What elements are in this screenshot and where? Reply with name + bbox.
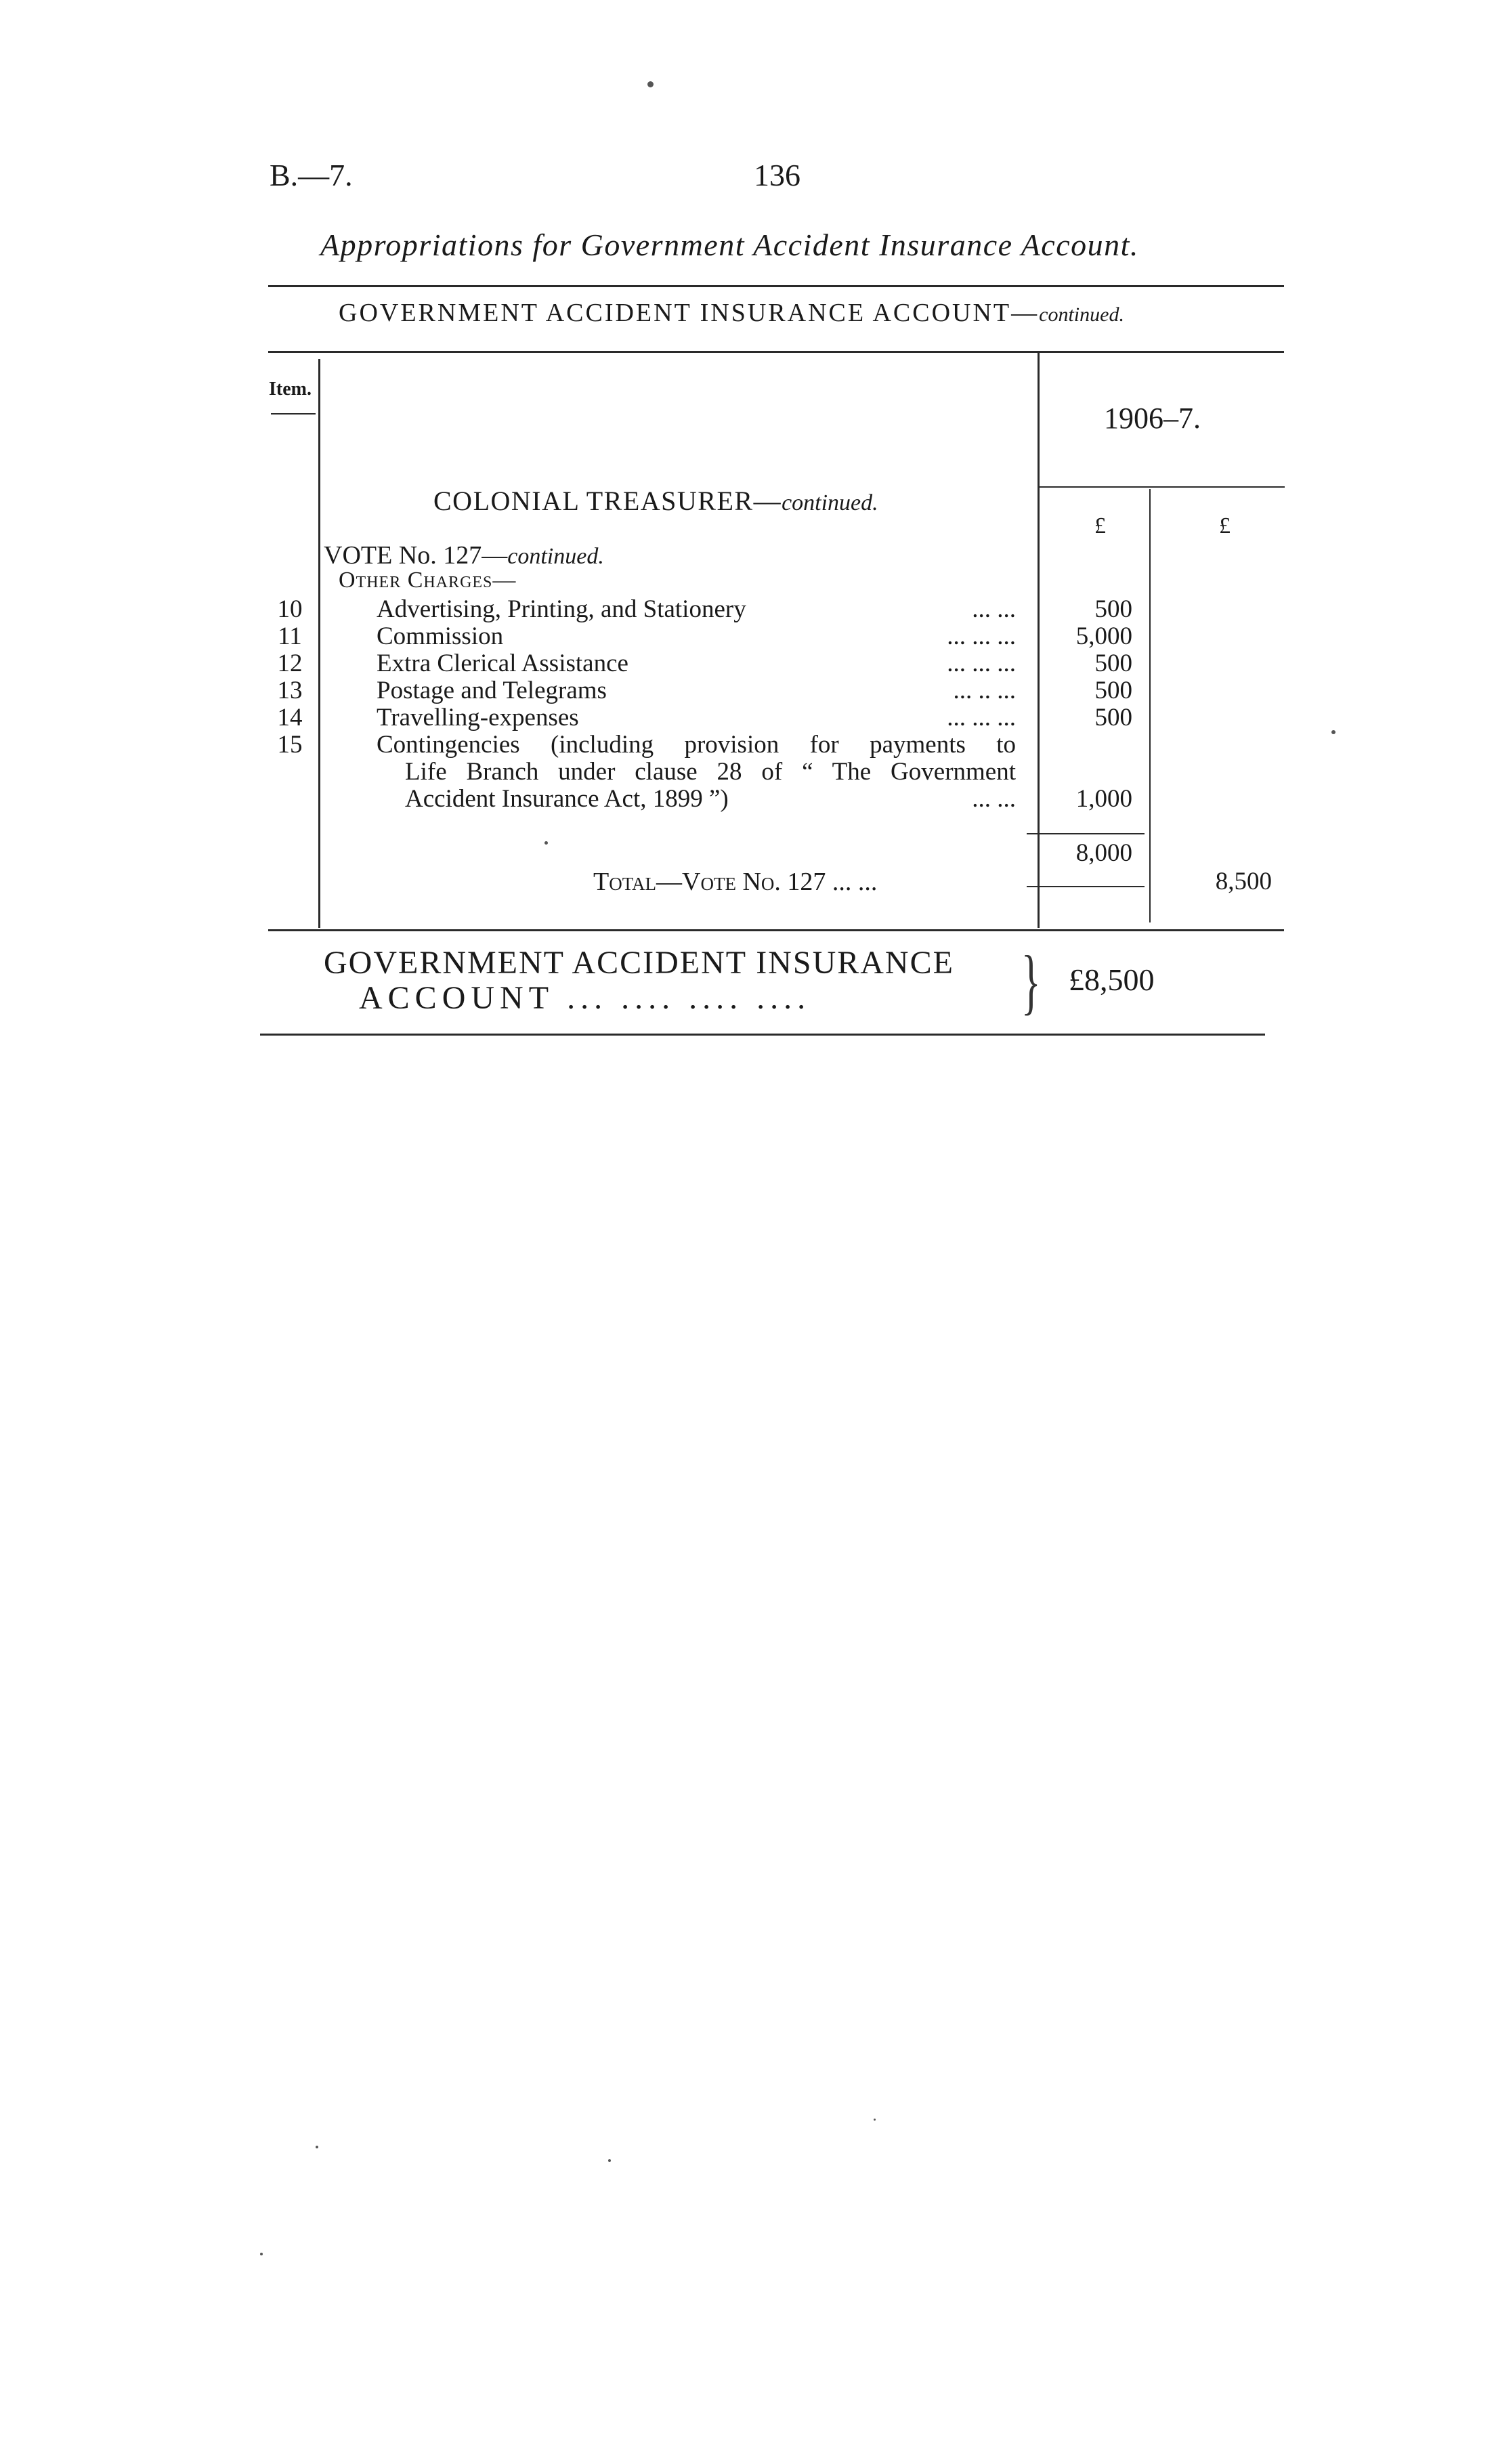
- table-row-item: 11: [278, 622, 302, 650]
- table-row-dots: ... ...: [972, 785, 1016, 813]
- scan-speck: [874, 2119, 876, 2121]
- table-row-dots: ... ...: [972, 595, 1016, 623]
- table-row-item: 15: [277, 731, 303, 759]
- table-row-amount: 5,000: [1075, 622, 1132, 650]
- currency-header-1: £: [1094, 513, 1106, 538]
- rule-table-top: [268, 351, 1284, 353]
- scan-speck: [608, 2159, 611, 2162]
- page-number: 136: [754, 158, 800, 192]
- table-row-amount: 500: [1094, 650, 1132, 677]
- table-row-dots: ... .. ...: [953, 677, 1016, 704]
- rule-bottom: [260, 1034, 1265, 1036]
- scan-speck: [1331, 730, 1335, 734]
- brace-icon: }: [1021, 941, 1041, 1022]
- summary-amount: £8,500: [1069, 962, 1155, 997]
- rule-top: [268, 285, 1284, 287]
- scan-speck: [544, 841, 548, 845]
- summary-title-line2: ACCOUNT ... .... .... ....: [359, 980, 811, 1016]
- total-label: Total—Vote No. 127 ... ...: [593, 868, 878, 896]
- table-row-desc: Commission: [377, 622, 504, 650]
- page-subtitle: Appropriations for Government Accident Insurance Account.: [320, 228, 1139, 262]
- table-row-desc-line3: Accident Insurance Act, 1899 ”): [405, 785, 729, 813]
- currency-header-2: £: [1219, 513, 1231, 538]
- scan-speck: [316, 2146, 318, 2148]
- rule-total: [1027, 886, 1145, 887]
- table-row-desc: Travelling-expenses: [377, 704, 579, 731]
- account-title: GOVERNMENT ACCIDENT INSURANCE ACCOUNT—continued.: [339, 299, 1124, 327]
- table-row-desc: Extra Clerical Assistance: [377, 650, 628, 677]
- item-column-header: Item.: [269, 379, 312, 400]
- column-divider-item: [318, 359, 320, 928]
- section-heading: Other Charges—: [339, 568, 517, 593]
- table-row-amount: 1,000: [1075, 785, 1132, 813]
- table-row-dots: ... ... ...: [947, 650, 1016, 677]
- table-row-item: 10: [277, 595, 303, 623]
- year-header: 1906–7.: [1104, 402, 1201, 435]
- table-row-amount: 500: [1094, 595, 1132, 623]
- rule-item-header: [271, 413, 316, 415]
- table-row-desc: Advertising, Printing, and Stationery: [377, 595, 746, 623]
- table-row-item: 12: [277, 650, 303, 677]
- scan-speck: [260, 2253, 263, 2255]
- table-row-desc-line2: Life Branch under clause 28 of “ The Government: [405, 758, 1016, 786]
- total-amount: 8,500: [1215, 868, 1272, 895]
- table-row-dots: ... ... ...: [947, 622, 1016, 650]
- table-row-amount: 500: [1094, 704, 1132, 731]
- table-row-desc: Postage and Telegrams: [377, 677, 607, 704]
- rule-subtotal: [1027, 833, 1145, 834]
- summary-title-line1: GOVERNMENT ACCIDENT INSURANCE: [324, 945, 954, 981]
- rule-year: [1040, 486, 1285, 488]
- vote-heading: VOTE No. 127—continued.: [324, 541, 604, 570]
- table-row-dots: ... ... ...: [947, 704, 1016, 731]
- table-row-desc-line1: Contingencies (including provision for payments to: [377, 731, 1016, 759]
- column-divider-pounds: [1149, 489, 1151, 922]
- rule-table-bottom: [268, 929, 1284, 931]
- table-row-item: 14: [277, 704, 303, 731]
- table-row-amount: 500: [1094, 677, 1132, 704]
- subtotal-amount: 8,000: [1075, 839, 1132, 867]
- scan-speck: [647, 81, 654, 87]
- table-row-item: 13: [277, 677, 303, 704]
- document-reference: B.—7.: [270, 158, 353, 192]
- department-heading: COLONIAL TREASURER—continued.: [433, 486, 878, 516]
